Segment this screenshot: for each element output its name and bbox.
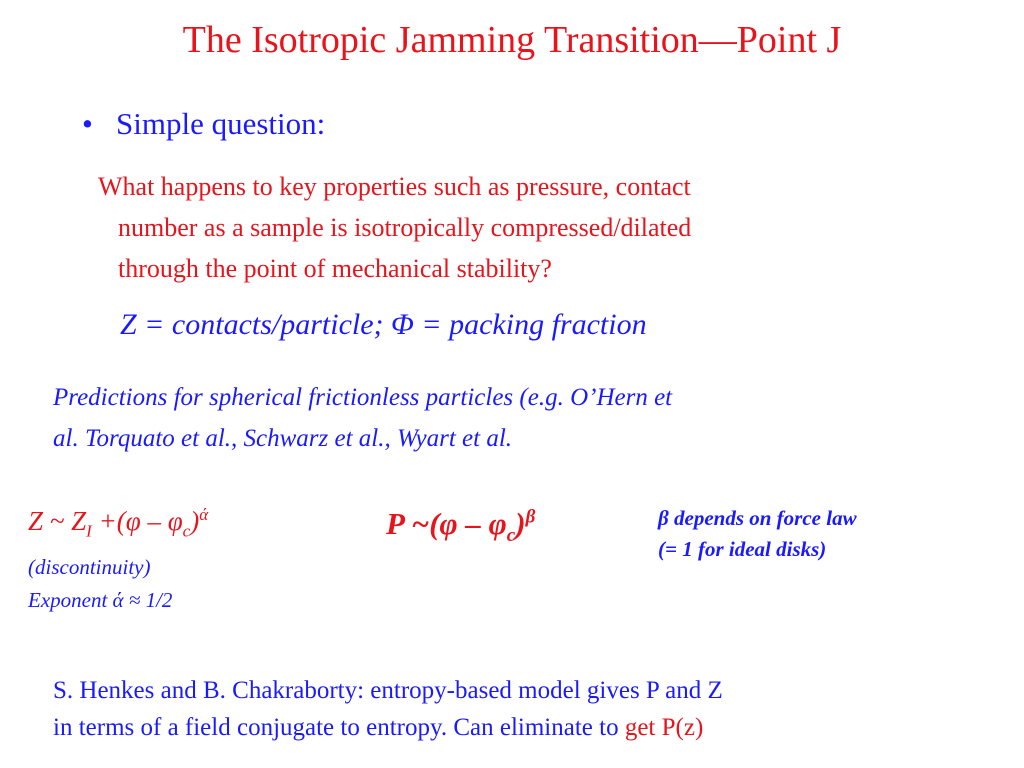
z-equation: [28, 505, 208, 541]
discontinuity-note: (discontinuity): [28, 555, 151, 579]
bullet-marker: •: [82, 106, 93, 141]
henkes-paragraph: [53, 672, 1003, 746]
beta-note: [658, 503, 857, 565]
question-line-1: What happens to key properties such as pressure, contact: [98, 172, 691, 201]
definitions-line: Z = contacts/particle; Φ = packing fraction: [120, 308, 647, 341]
beta-note-line-1: β depends on force law: [658, 506, 857, 530]
z-eq-sub-c: c: [182, 521, 191, 541]
question-paragraph: [98, 166, 898, 289]
bullet-item: [82, 106, 325, 142]
p-eq-sup-beta: β: [525, 506, 536, 528]
henkes-line-2-text: in terms of a field conjugate to entropy. Can eliminate to: [53, 714, 625, 741]
question-line-3: through the point of mechanical stability?: [118, 254, 552, 283]
henkes-line-2: [53, 709, 1003, 746]
z-eq-middle: +(φ – φ: [91, 506, 183, 536]
predictions-line-2: al. Torquato et al., Schwarz et al., Wyart et al.: [53, 425, 513, 452]
beta-note-line-2: (= 1 for ideal disks): [658, 537, 827, 561]
henkes-line-2-highlight: get P(z): [624, 714, 704, 741]
henkes-line-1: S. Henkes and B. Chakraborty: entropy-based model gives P and Z: [53, 677, 723, 704]
p-eq-close: ): [515, 506, 526, 541]
p-eq-sub-c: c: [506, 525, 516, 547]
question-line-2: number as a sample is isotropically compressed/dilated: [118, 213, 692, 242]
predictions-line-1: Predictions for spherical frictionless particles (e.g. O’Hern et: [53, 384, 673, 411]
z-eq-sub-i: I: [86, 521, 92, 541]
z-eq-close: ): [190, 506, 200, 536]
z-eq-prefix: Z ~ Z: [28, 506, 87, 536]
slide-title: The Isotropic Jamming Transition—Point J: [182, 19, 842, 61]
predictions-paragraph: [53, 377, 923, 459]
bullet-text: Simple question:: [116, 106, 326, 141]
p-eq-prefix: P ~(φ – φ: [386, 506, 507, 541]
p-equation: [386, 506, 535, 547]
exponent-note: Exponent ά ≈ 1/2: [28, 588, 173, 612]
z-eq-sup-alpha: ά: [199, 505, 209, 524]
